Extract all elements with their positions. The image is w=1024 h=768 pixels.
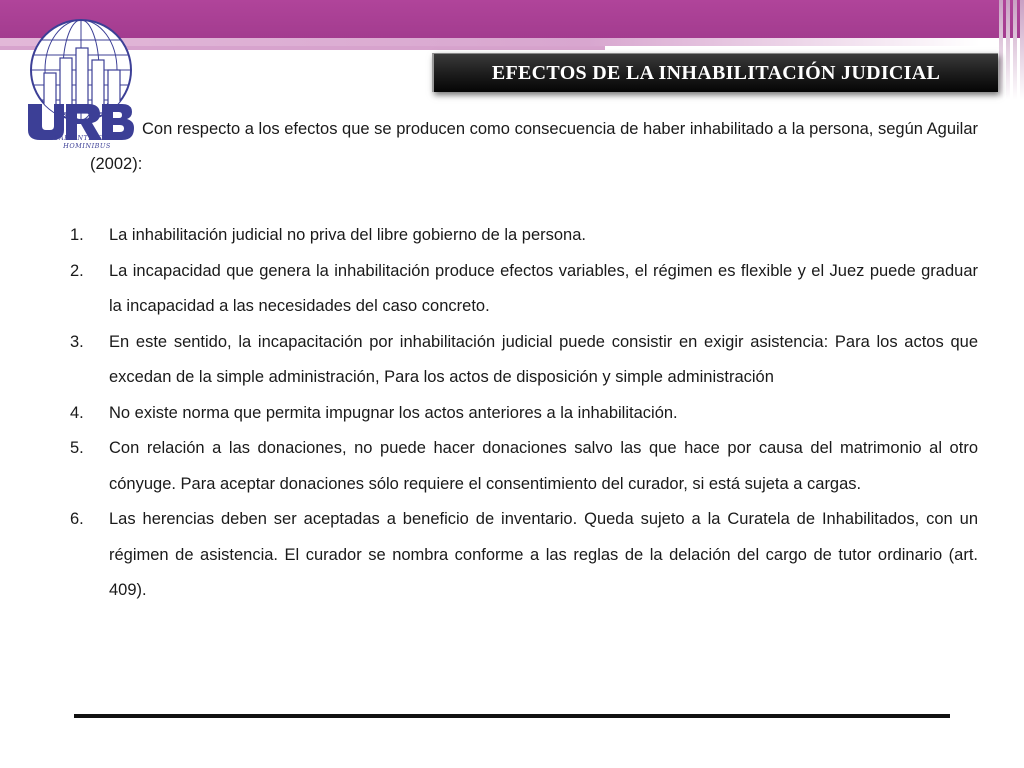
list-item-number: 6. <box>70 510 84 528</box>
list-item-text: Las herencias deben ser aceptadas a beneficio de inventario. Queda sujeto a la Curatela de Inhabilitados, con un régimen de asistencia. El curador se nombra conforme a las reglas de la delación del cargo de tutor ordinario (art. 409). <box>109 510 978 599</box>
list-item <box>70 431 978 502</box>
list-item-text: La incapacidad que genera la inhabilitación produce efectos variables, el régimen es flexible y el Juez puede graduar la incapacidad a las necesidades del caso concreto. <box>109 261 978 315</box>
top-banner-light-band <box>0 38 980 46</box>
list-item <box>70 218 978 254</box>
list-item <box>70 254 978 325</box>
title-box <box>432 53 998 92</box>
effects-list <box>70 218 978 609</box>
top-banner <box>0 0 1024 38</box>
list-item-number: 3. <box>70 332 84 351</box>
list-item-text: No existe norma que permita impugnar los actos anteriores a la inhabilitación. <box>109 403 678 422</box>
list-item-text: En este sentido, la incapacitación por inhabilitación judicial puede consistir en exigir asistencia: Para los actos que excedan de la simple administración, Para los actos de disposición y simple administración <box>109 332 978 386</box>
list-item-number: 4. <box>70 403 84 422</box>
intro-paragraph: Con respecto a los efectos que se producen como consecuencia de haber inhabilitado a la persona, según Aguilar (2002): <box>90 120 978 173</box>
list-item-text: Con relación a las donaciones, no puede hacer donaciones salvo las que hace por causa del matrimonio al otro cónyuge. Para aceptar donaciones sólo requiere el consentimiento del curador, si está sujeta a cargas. <box>109 439 978 493</box>
bottom-rule <box>74 714 950 718</box>
page-title: EFECTOS DE LA INHABILITACIÓN JUDICIAL <box>491 61 941 84</box>
list-item-number: 1. <box>70 226 84 244</box>
logo-caption: SAPIENTIUS EST HOMINIBUS <box>54 134 120 150</box>
list-item-text: La inhabilitación judicial no priva del libre gobierno de la persona. <box>109 226 586 244</box>
list-item <box>70 502 978 609</box>
list-item <box>70 396 978 432</box>
list-item-number: 2. <box>70 261 84 280</box>
list-item-number: 5. <box>70 439 84 457</box>
list-item <box>70 325 978 396</box>
